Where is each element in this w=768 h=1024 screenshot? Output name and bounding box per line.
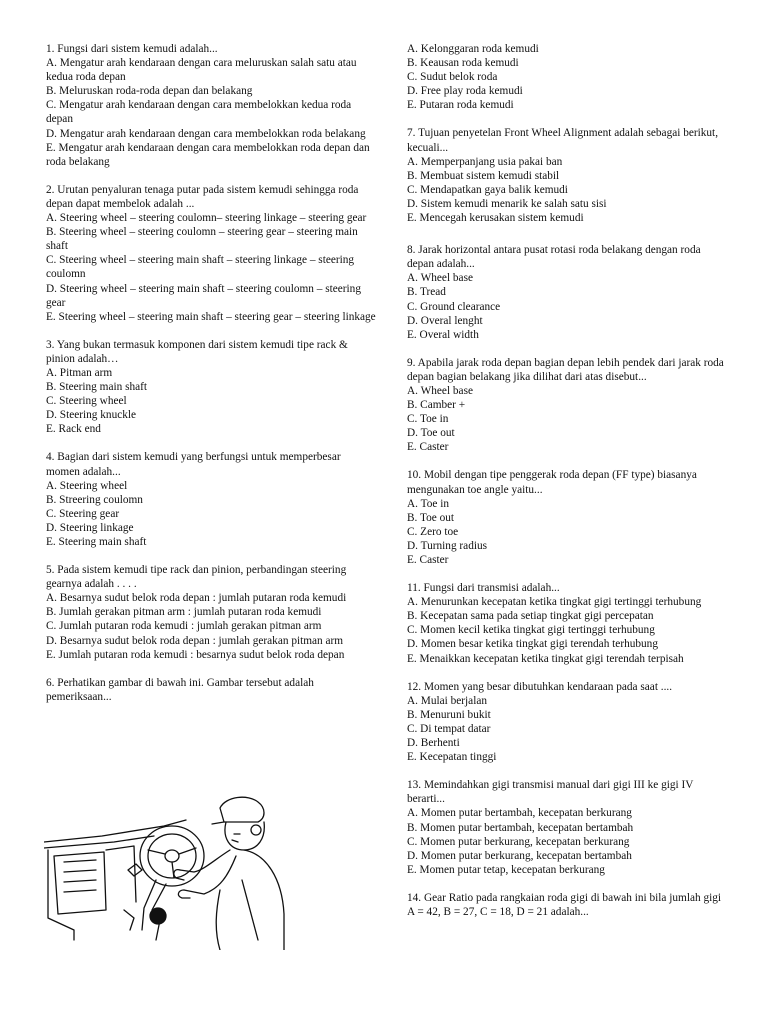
answer-option: D. Berhenti (407, 737, 460, 750)
question-block (407, 468, 727, 567)
answer-option: B. Membuat sistem kemudi stabil (407, 169, 560, 182)
question-block (407, 680, 727, 765)
answer-option: B. Steering main shaft (46, 381, 148, 394)
question-block (407, 356, 727, 455)
answer-option: A. Wheel base (407, 384, 473, 397)
question-text: 2. Urutan penyaluran tenaga putar pada sistem kemudi sehingga roda depan dapat membelok adalah ... (46, 183, 359, 210)
answer-option: E. Overal width (407, 328, 479, 341)
answer-option: E. Steering main shaft (46, 536, 147, 548)
answer-option: D. Mengatur arah kendaraan dengan cara membelokkan roda belakang (46, 127, 366, 140)
answer-option: C. Mendapatkan gaya balik kemudi (407, 183, 568, 196)
answer-option: B. Tread (407, 286, 446, 299)
answer-option: C. Steering wheel – steering main shaft – steering linkage – steering coulomn (46, 254, 355, 281)
answer-option: D. Overal lenght (407, 314, 483, 327)
answer-option: B. Kecepatan sama pada setiap tingkat gigi percepatan (407, 610, 654, 623)
question-text: 14. Gear Ratio pada rangkaian roda gigi di bawah ini bila jumlah gigi A = 42, B = 27, C = 18, D = 21 adalah... (407, 891, 722, 918)
answer-option: E. Putaran roda kemudi (407, 99, 514, 112)
question-block (407, 891, 727, 919)
answer-option: C. Momen kecil ketika tingkat gigi tertinggi terhubung (407, 624, 655, 637)
answer-option: C. Sudut belok roda (407, 71, 498, 84)
answer-option: E. Jumlah putaran roda kemudi : besarnya sudut belok roda depan (46, 648, 345, 661)
answer-option: A. Momen putar bertambah, kecepatan berkurang (407, 807, 632, 820)
answer-option: A. Steering wheel (46, 479, 128, 492)
question-text: 1. Fungsi dari sistem kemudi adalah... (46, 43, 218, 55)
answer-option: A. Mengatur arah kendaraan dengan cara meluruskan salah satu atau kedua roda depan (46, 57, 357, 84)
answer-option: E. Rack end (46, 423, 101, 436)
answer-option: A. Menurunkan kecepatan ketika tingkat gigi tertinggi terhubung (407, 596, 702, 609)
answer-option: A. Memperpanjang usia pakai ban (407, 155, 563, 168)
steering-wheel-check-illustration (44, 790, 286, 950)
question-block (46, 42, 376, 169)
answer-option: C. Momen putar berkurang, kecepatan berkurang (407, 835, 630, 848)
answer-option: D. Steering wheel – steering main shaft – steering coulomn – steering gear (46, 282, 361, 309)
question-block (407, 126, 727, 225)
answer-option: A. Kelonggaran roda kemudi (407, 43, 539, 55)
right-column (407, 42, 727, 919)
answer-option: C. Mengatur arah kendaraan dengan cara membelokkan kedua roda depan (46, 99, 352, 126)
answer-option: E. Kecepatan tinggi (407, 751, 497, 764)
question-block (46, 450, 376, 549)
answer-option: C. Zero toe (407, 525, 459, 538)
answer-option: E. Steering wheel – steering main shaft – steering gear – steering linkage (46, 310, 376, 323)
answer-option: B. Menuruni bukit (407, 708, 491, 721)
question-text: 9. Apabila jarak roda depan bagian depan lebih pendek dari jarak roda depan bagian belakang jika dilihat dari atas disebut... (407, 356, 724, 383)
question-block (407, 778, 727, 877)
answer-option: B. Meluruskan roda-roda depan dan belakang (46, 85, 253, 98)
answer-option: A. Pitman arm (46, 366, 113, 379)
answer-option: E. Momen putar tetap, kecepatan berkurang (407, 863, 605, 876)
answer-option: C. Di tempat datar (407, 722, 491, 735)
question-text: 10. Mobil dengan tipe penggerak roda depan (FF type) biasanya mengunakan toe angle yaitu... (407, 469, 697, 496)
question-block (46, 338, 376, 437)
answer-option: D. Sistem kemudi menarik ke salah satu sisi (407, 197, 607, 210)
answer-option: A. Toe in (407, 497, 449, 510)
question-text: 13. Memindahkan gigi transmisi manual dari gigi III ke gigi IV berarti... (407, 779, 694, 806)
answer-option: B. Camber + (407, 399, 466, 412)
answer-option: C. Steering gear (46, 507, 120, 520)
answer-option: B. Jumlah gerakan pitman arm : jumlah putaran roda kemudi (46, 606, 322, 619)
answer-option: D. Free play roda kemudi (407, 85, 523, 98)
answer-option: D. Toe out (407, 427, 455, 440)
answer-option: D. Momen putar berkurang, kecepatan bertambah (407, 849, 632, 862)
question-text: 6. Perhatikan gambar di bawah ini. Gambar tersebut adalah pemeriksaan... (46, 676, 314, 703)
answer-option: A. Besarnya sudut belok roda depan : jumlah putaran roda kemudi (46, 592, 347, 605)
question-block (46, 563, 376, 662)
answer-option: A. Mulai berjalan (407, 694, 487, 707)
answer-option: B. Keausan roda kemudi (407, 57, 519, 70)
question-text: 5. Pada sistem kemudi tipe rack dan pinion, perbandingan steering gearnya adalah . . . . (46, 564, 347, 591)
question-block (46, 183, 376, 324)
answer-option: C. Ground clearance (407, 300, 501, 313)
question-block (46, 676, 376, 704)
question-block (407, 243, 727, 342)
answer-option: E. Caster (407, 441, 449, 454)
answer-option: D. Momen besar ketika tingkat gigi terendah terhubung (407, 638, 658, 651)
question-block (407, 581, 727, 666)
question-text: 7. Tujuan penyetelan Front Wheel Alignment adalah sebagai berikut, kecuali... (407, 127, 719, 154)
answer-option: D. Besarnya sudut belok roda depan : jumlah gerakan pitman arm (46, 634, 344, 647)
answer-option: B. Streering coulomn (46, 493, 143, 506)
answer-option: C. Steering wheel (46, 395, 127, 408)
answer-option: A. Steering wheel – steering coulomn– steering linkage – steering gear (46, 212, 367, 225)
answer-option: E. Menaikkan kecepatan ketika tingkat gigi terendah terpisah (407, 652, 684, 665)
answer-option: C. Toe in (407, 413, 449, 426)
question-text: 4. Bagian dari sistem kemudi yang berfungsi untuk memperbesar momen adalah... (46, 451, 341, 478)
answer-option: A. Wheel base (407, 272, 473, 285)
answer-option: D. Steering knuckle (46, 409, 137, 422)
question-block (407, 42, 727, 112)
answer-option: B. Momen putar bertambah, kecepatan bertambah (407, 821, 634, 834)
answer-option: E. Caster (407, 554, 449, 566)
left-column (46, 42, 376, 704)
question-text: 8. Jarak horizontal antara pusat rotasi roda belakang dengan roda depan adalah... (407, 244, 701, 271)
question-text: 12. Momen yang besar dibutuhkan kendaraan pada saat .... (407, 680, 673, 693)
question-text: 11. Fungsi dari transmisi adalah... (407, 582, 560, 595)
answer-option: E. Mencegah kerusakan sistem kemudi (407, 212, 584, 225)
answer-option: C. Jumlah putaran roda kemudi : jumlah gerakan pitman arm (46, 620, 322, 633)
answer-option: E. Mengatur arah kendaraan dengan cara membelokkan roda depan dan roda belakang (46, 141, 370, 168)
question-text: 3. Yang bukan termasuk komponen dari sistem kemudi tipe rack & pinion adalah… (46, 338, 348, 365)
answer-option: D. Turning radius (407, 539, 488, 552)
answer-option: B. Toe out (407, 511, 455, 524)
answer-option: D. Steering linkage (46, 521, 134, 534)
answer-option: B. Steering wheel – steering coulomn – steering gear – steering main shaft (46, 226, 358, 253)
